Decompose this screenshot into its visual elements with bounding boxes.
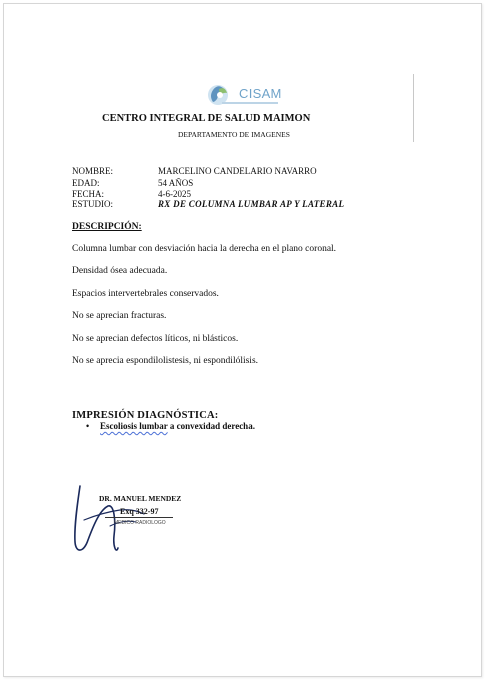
age-value: 54 AÑOS <box>158 178 194 188</box>
finding-item: No se aprecian fracturas. <box>72 311 167 321</box>
doctor-name: DR. MANUEL MENDEZ <box>99 494 182 503</box>
finding-item: Densidad ósea adecuada. <box>72 266 168 276</box>
name-value: MARCELINO CANDELARIO NAVARRO <box>158 166 317 176</box>
description-heading: DESCRIPCIÓN: <box>72 222 142 232</box>
impression-heading: IMPRESIÓN DIAGNÓSTICA: <box>72 410 219 421</box>
bullet-icon: • <box>86 421 90 431</box>
study-label: ESTUDIO: <box>72 199 113 209</box>
date-value: 4-6-2025 <box>158 189 191 199</box>
patient-name-row <box>72 166 317 176</box>
finding-item: No se aprecian defectos líticos, ni blásticos. <box>72 334 239 344</box>
finding-item: Columna lumbar con desviación hacia la derecha en el plano coronal. <box>72 244 337 254</box>
impression-diagnosis: Escoliosis lumbar <box>100 421 168 431</box>
institution-title: CENTRO INTEGRAL DE SALUD MAIMON <box>102 113 311 124</box>
patient-age-row <box>72 178 193 188</box>
logo-tagline-bar <box>222 102 278 104</box>
department-name: DEPARTAMENTO DE IMAGENES <box>178 130 290 139</box>
exam-date-row <box>72 189 191 199</box>
doctor-role: MEDICO RADIOLOGO <box>114 520 166 526</box>
date-label: FECHA: <box>72 189 105 199</box>
doctor-exequatur: Exq 332-97 <box>120 507 159 516</box>
study-row <box>72 199 344 209</box>
name-label: NOMBRE: <box>72 166 114 176</box>
impression-item <box>86 421 255 431</box>
signature-line <box>105 517 173 518</box>
logo-text: CISAM <box>239 86 282 101</box>
study-value: RX DE COLUMNA LUMBAR AP Y LATERAL <box>158 199 345 209</box>
age-label: EDAD: <box>72 178 100 188</box>
margin-line <box>413 74 414 142</box>
finding-item: Espacios intervertebrales conservados. <box>72 289 219 299</box>
finding-item: No se aprecia espondilolistesis, ni espondilólisis. <box>72 356 259 366</box>
impression-detail: a convexidad derecha. <box>167 421 255 431</box>
